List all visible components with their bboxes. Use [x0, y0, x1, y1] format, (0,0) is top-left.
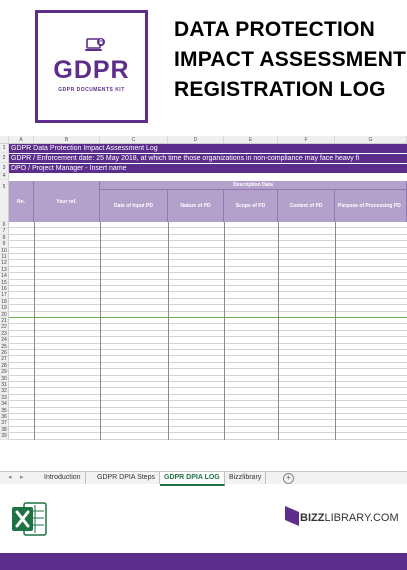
table-row[interactable]: [9, 323, 407, 324]
row-header[interactable]: 17: [0, 292, 9, 298]
page-title-line-3: REGISTRATION LOG: [174, 78, 386, 101]
enforcement-date-cell[interactable]: GDPR / Enforcement date: 25 May 2018, at which time those organizations in non-compliance may face heavy fi: [9, 154, 407, 163]
table-row[interactable]: [9, 375, 407, 376]
page-title-line-2: IMPACT ASSESSMENT: [174, 48, 407, 71]
tab-introduction[interactable]: Introduction: [40, 472, 86, 484]
header-context[interactable]: Context of PD: [278, 190, 335, 222]
tab-gdpr-dpia-log[interactable]: GDPR DPIA LOG: [160, 472, 225, 486]
column-divider: [278, 222, 279, 440]
row-header[interactable]: 26: [0, 350, 9, 356]
table-row[interactable]: [9, 394, 407, 395]
column-divider: [168, 222, 169, 440]
column-divider: [224, 222, 225, 440]
row-header[interactable]: 30: [0, 376, 9, 382]
row-header[interactable]: 1: [0, 144, 9, 153]
tab-gdpr-dpia-steps[interactable]: GDPR DPIA Steps: [93, 472, 160, 484]
table-row[interactable]: [9, 330, 407, 331]
row-header[interactable]: 32: [0, 388, 9, 394]
table-row[interactable]: [9, 413, 407, 414]
table-row[interactable]: [9, 247, 407, 248]
select-all-corner[interactable]: [0, 136, 9, 144]
row-header[interactable]: 27: [0, 356, 9, 362]
row-header[interactable]: 4: [0, 173, 9, 180]
row-header[interactable]: 22: [0, 324, 9, 330]
header-scope[interactable]: Scope of PD: [224, 190, 278, 222]
table-row[interactable]: [9, 426, 407, 427]
gdpr-logo: [35, 10, 148, 123]
table-row[interactable]: [9, 272, 407, 273]
next-sheet-icon[interactable]: ▸: [20, 474, 24, 481]
bizzlibrary-logo-icon: [285, 506, 299, 526]
table-row[interactable]: [9, 439, 407, 440]
row-header[interactable]: 35: [0, 408, 9, 414]
row-header[interactable]: 13: [0, 267, 9, 273]
table-row[interactable]: [9, 362, 407, 363]
row-header[interactable]: 16: [0, 286, 9, 292]
header-description-data[interactable]: Description Data: [100, 181, 407, 190]
col-header-d[interactable]: D: [168, 136, 224, 144]
table-row[interactable]: [9, 368, 407, 369]
table-row[interactable]: [9, 234, 407, 235]
row-header[interactable]: 5: [0, 180, 9, 222]
tab-bizzlibrary[interactable]: Bizzlibrary: [225, 472, 266, 484]
page-title-line-1: DATA PROTECTION: [174, 18, 375, 41]
row-header[interactable]: 15: [0, 280, 9, 286]
logo-title: GDPR: [53, 56, 130, 84]
column-divider: [34, 222, 35, 440]
row-header[interactable]: 21: [0, 318, 9, 324]
table-row[interactable]: [9, 419, 407, 420]
prev-sheet-icon[interactable]: ◂: [8, 474, 12, 481]
row-header[interactable]: 7: [0, 228, 9, 234]
table-row[interactable]: [9, 343, 407, 344]
table-row[interactable]: [9, 317, 407, 318]
row-header[interactable]: 11: [0, 254, 9, 260]
table-row[interactable]: [9, 387, 407, 388]
sheet-title-cell[interactable]: GDPR Data Protection Impact Assessment Log: [9, 144, 407, 153]
table-row[interactable]: [9, 240, 407, 241]
table-row[interactable]: [9, 298, 407, 299]
row-header[interactable]: 24: [0, 337, 9, 343]
header-purpose[interactable]: Purpose of Processing PD: [335, 190, 407, 222]
brand-bold: BIZZ: [300, 512, 325, 524]
row-header[interactable]: 37: [0, 420, 9, 426]
table-row[interactable]: [9, 253, 407, 254]
add-sheet-icon[interactable]: +: [283, 473, 294, 484]
header-your-ref[interactable]: Your ref.: [34, 181, 100, 222]
table-row[interactable]: [9, 311, 407, 312]
row-header[interactable]: 20: [0, 312, 9, 318]
row-header[interactable]: 19: [0, 305, 9, 311]
excel-icon: [12, 500, 48, 538]
row-header[interactable]: 39: [0, 433, 9, 439]
laptop-lock-icon: [84, 37, 106, 53]
row-header[interactable]: 9: [0, 241, 9, 247]
brand-rest: LIBRARY.COM: [324, 512, 399, 524]
table-row[interactable]: [9, 400, 407, 401]
logo-subtitle: GDPR DOCUMENTS KIT: [58, 87, 125, 93]
row-header[interactable]: 29: [0, 369, 9, 375]
header-date-of-input[interactable]: Date of input PD: [100, 190, 168, 222]
col-header-g[interactable]: G: [335, 136, 407, 144]
table-row[interactable]: [9, 304, 407, 305]
col-header-f[interactable]: F: [278, 136, 335, 144]
row-header[interactable]: 25: [0, 344, 9, 350]
dpo-cell[interactable]: DPO / Project Manager - Insert name: [9, 164, 407, 173]
row-header[interactable]: 12: [0, 260, 9, 266]
row-header[interactable]: 28: [0, 363, 9, 369]
col-header-c[interactable]: C: [100, 136, 168, 144]
row-header[interactable]: 34: [0, 401, 9, 407]
header-no[interactable]: No.: [9, 181, 34, 222]
row-header[interactable]: 10: [0, 248, 9, 254]
table-row[interactable]: [9, 432, 407, 433]
footer-bar: [0, 553, 407, 570]
row-header[interactable]: 38: [0, 427, 9, 433]
column-divider: [100, 222, 101, 440]
table-row[interactable]: [9, 336, 407, 337]
row-header[interactable]: 2: [0, 153, 9, 163]
row-header[interactable]: 3: [0, 163, 9, 173]
row-header[interactable]: 31: [0, 382, 9, 388]
table-row[interactable]: [9, 259, 407, 260]
row-header[interactable]: 14: [0, 273, 9, 279]
table-row[interactable]: [9, 285, 407, 286]
table-row[interactable]: [9, 279, 407, 280]
table-row[interactable]: [9, 266, 407, 267]
col-header-b[interactable]: B: [34, 136, 100, 144]
spreadsheet[interactable]: [0, 136, 407, 486]
row-header[interactable]: 33: [0, 395, 9, 401]
row-header[interactable]: 36: [0, 414, 9, 420]
header-nature[interactable]: Nature of PD: [168, 190, 224, 222]
sheet-tab-bar: [0, 471, 407, 484]
col-header-e[interactable]: E: [224, 136, 278, 144]
table-row[interactable]: [9, 381, 407, 382]
row-header[interactable]: 18: [0, 299, 9, 305]
row-header[interactable]: 23: [0, 331, 9, 337]
bizzlibrary-brand: [300, 512, 399, 524]
col-header-a[interactable]: A: [9, 136, 34, 144]
table-row[interactable]: [9, 349, 407, 350]
table-row[interactable]: [9, 291, 407, 292]
row-header[interactable]: 8: [0, 235, 9, 241]
table-row[interactable]: [9, 355, 407, 356]
column-divider: [335, 222, 336, 440]
row-header[interactable]: 6: [0, 222, 9, 228]
table-row[interactable]: [9, 227, 407, 228]
table-row[interactable]: [9, 407, 407, 408]
